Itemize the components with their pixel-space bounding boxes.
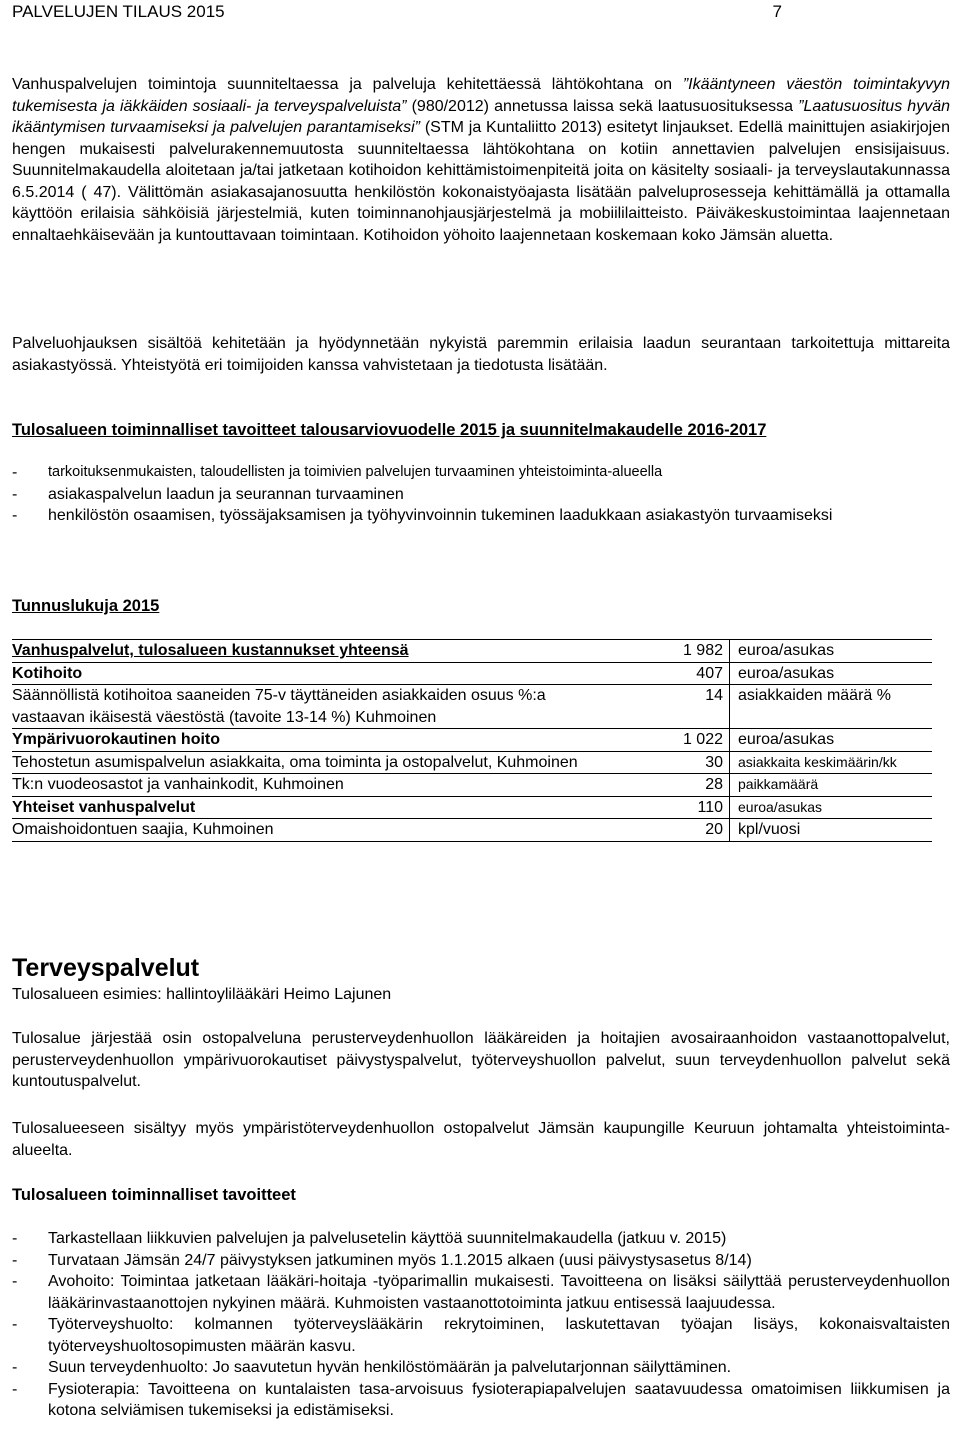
list-item: - asiakaspalvelun laadun ja seurannan turvaaminen (12, 485, 404, 503)
page-number: 7 (772, 2, 782, 21)
service-guidance-paragraph: Palveluohjauksen sisältöä kehitetään ja hyödynnetään nykyistä paremmin erilaisia laadun seurantaan tarkoitettuja mittareita asiakastyössä. Yhteistyötä eri toimijoiden kanssa vahvistetaan ja tiedotusta lisätään. (12, 335, 950, 374)
health-paragraph-2: Tulosalueeseen sisältyy myös ympäristöterveydenhuollon ostopalvelut Jämsän kaupungille Keuruun johtamalta yhteistoiminta-alueelta. (12, 1120, 950, 1159)
health-goals-heading: Tulosalueen toiminnalliset tavoitteet (12, 1186, 296, 1204)
list-item: - Turvataan Jämsän 24/7 päivystyksen jatkuminen myös 1.1.2015 alkaen (uusi päivystysasetus 8/14) (12, 1251, 752, 1269)
table-row: Säännöllistä kotihoitoa saaneiden 75-v täyttäneiden asiakkaiden osuus %:a vastaavan ikäisestä väestöstä (tavoite 13-14 %) Kuhmoinen 14 asiakkaiden määrä % (12, 685, 932, 729)
section-manager: Tulosalueen esimies: hallintoylilääkäri Heimo Lajunen (12, 986, 392, 1003)
list-item: - tarkoituksenmukaisten, taloudellisten ja toimivien palvelujen turvaaminen yhteistoiminta-alueella (12, 464, 663, 481)
goals-list (12, 462, 950, 527)
section-title: Terveyspalvelut (12, 954, 200, 982)
intro-text-1: Vanhuspalvelujen toimintoja suunniteltaessa ja palveluja kehitettäessä lähtökohtana on (12, 76, 683, 93)
intro-text-3: (STM ja Kuntaliitto 2013) esitetyt linjaukset. Edellä mainittujen asiakirjojen hengen mukaisesti palvelurakennemuutosta suunniteltaessa lähtökohtana on kotiin annettavien palvelujen ensisijaisuus. Suunnitelmakaudella aloitetaan ja/tai jatketaan kotihoidon kehittämistoimenpiteitä joita on käsitelty sosiaali- ja terveyslautakunnassa 6.5.2014 ( 47). Välittömän asiakasajanosuutta henkilöstön kokonaistyöajasta lisätään palveluprosesseja kehittämällä ja ottamalla käyttöön erilaisia sähköisiä järjestelmiä, kuten toiminnanohjausjärjestelmä ja mobiililaitteisto. Päiväkeskustoimintaa laajennetaan ennaltaehkäisevään ja kuntouttavaan toimintaan. Kotihoidon yöhoito laajennetaan koskemaan koko Jämsän aluetta. (12, 119, 950, 244)
intro-paragraph (12, 74, 950, 246)
list-item: - Fysioterapia: Tavoitteena on kuntalaisten tasa-arvoisuus fysioterapiapalvelujen saatavuudessa omatoimisen liikkumisen ja kotona selviämisen tukemiseksi ja edistämiseksi. (12, 1380, 950, 1419)
document-title: PALVELUJEN TILAUS 2015 (12, 2, 225, 21)
health-goals-list (12, 1228, 950, 1422)
table-row: Omaishoidontuen saajia, Kuhmoinen 20 kpl/vuosi (12, 819, 932, 842)
list-item: - Suun terveydenhuolto: Jo saavutetun hyvän henkilöstömäärän ja palvelutarjonnan säilyttäminen. (12, 1359, 732, 1376)
list-item: - Työterveyshuolto: kolmannen työterveyslääkärin rekrytoiminen, laskutettavan työajan lisäys, kokonaisvaltaisten työterveyshuoltosopimusten määrän kasvu. (12, 1316, 950, 1355)
intro-text-2: (980/2012) annetussa laissa sekä laatusuosituksessa (406, 97, 799, 115)
table-row: Tk:n vuodeosastot ja vanhainkodit, Kuhmoinen 28 paikkamäärä (12, 774, 932, 797)
table-row: Kotihoito 407 euroa/asukas (12, 663, 932, 686)
table-row: Tehostetun asumispalvelun asiakkaita, oma toiminta ja ostopalvelut, Kuhmoinen 30 asiakkaita keskimäärin/kk (12, 752, 932, 775)
kpi-heading: Tunnuslukuja 2015 (12, 597, 160, 615)
quality-recommendation-title: ”Laatusuositus hyvän ikääntymisen turvaamiseksi ja palvelujen parantamiseksi” (12, 97, 950, 136)
table-row: Ympärivuorokautinen hoito 1 022 euroa/asukas (12, 729, 932, 752)
list-item: - henkilöstön osaamisen, työssäjaksamisen ja työhyvinvoinnin tukeminen laadukkaan asiakastyön turvaamiseksi (12, 507, 833, 524)
list-item: - Avohoito: Toimintaa jatketaan lääkäri-hoitaja -työparimallin mukaisesti. Tavoitteena on lisäksi säilyttää perusterveydenhuollon lääkärinvastaanottojen nykyinen määrä. Kuhmoisten vastaanottotoiminta jatkuu entisessä laajuudessa. (12, 1273, 950, 1312)
page-header (12, 1, 782, 22)
table-row: Vanhuspalvelut, tulosalueen kustannukset yhteensä 1 982 euroa/asukas (12, 639, 932, 663)
list-item: - Tarkastellaan liikkuvien palvelujen ja palvelusetelin käyttöä suunnitelmakaudella (jatkuu v. 2015) (12, 1230, 727, 1247)
table-row: Yhteiset vanhuspalvelut 110 euroa/asukas (12, 797, 932, 820)
goals-heading: Tulosalueen toiminnalliset tavoitteet talousarviovuodelle 2015 ja suunnitelmakaudelle 2016-2017 (12, 421, 767, 439)
health-paragraph-1: Tulosalue järjestää osin ostopalveluna perusterveydenhuollon lääkäreiden ja hoitajien avosairaanhoidon vastaanottopalvelut, perusterveydenhuollon ympärivuorokautiset päivystyspalvelut, työterveyshuollon palvelut, suun terveydenhuollon palvelut sekä kuntoutuspalvelut. (12, 1030, 950, 1090)
kpi-table (12, 639, 932, 842)
law-title: ”Ikääntyneen väestön toimintakyvyn tukemisesta ja iäkkäiden sosiaali- ja terveyspalveluista” (12, 76, 950, 115)
